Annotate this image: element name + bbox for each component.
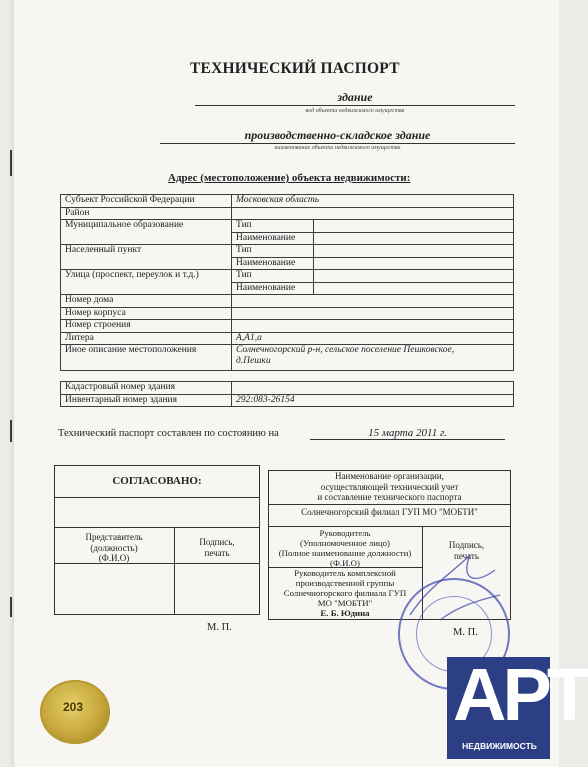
cadastral-value bbox=[232, 382, 514, 395]
litera-value: А,А1,а bbox=[232, 332, 514, 345]
binder-mark bbox=[10, 597, 12, 617]
divider bbox=[268, 526, 511, 527]
street-name-value bbox=[314, 282, 514, 295]
head-line: (Полное наименование должности) bbox=[278, 548, 412, 558]
organization-heading bbox=[270, 471, 509, 503]
divider bbox=[174, 527, 175, 615]
chief-line: Солнечногорского филиала ГУП bbox=[283, 588, 407, 598]
subject-label: Субъект Российской Федерации bbox=[61, 195, 232, 208]
municipal-label: Муниципальное образование bbox=[61, 220, 232, 245]
signature-line: Подпись, bbox=[199, 537, 235, 547]
name-label: Наименование bbox=[232, 232, 314, 245]
chief-name: Е. Б. Юдина bbox=[320, 608, 370, 618]
district-value bbox=[232, 207, 514, 220]
binder-mark bbox=[10, 150, 12, 176]
house-label: Номер дома bbox=[61, 295, 232, 308]
inventory-value: 292:083-26154 bbox=[232, 394, 514, 407]
address-heading: Адрес (местоположение) объекта недвижимости: bbox=[168, 172, 411, 184]
table-row bbox=[61, 394, 514, 407]
logo-letters: АРТ bbox=[453, 653, 588, 736]
representative-line: (Ф.И.О) bbox=[98, 553, 130, 563]
divider bbox=[54, 497, 260, 498]
building-value bbox=[232, 307, 514, 320]
head-line: (Уполномоченное лицо) bbox=[300, 538, 390, 548]
object-name-value: производственно-складское здание bbox=[160, 128, 515, 144]
object-type-value: здание bbox=[195, 90, 515, 106]
address-table bbox=[60, 194, 514, 371]
structure-label: Номер строения bbox=[61, 320, 232, 333]
chief-line: производственной группы bbox=[295, 578, 395, 588]
object-name-caption: наименование объекта недвижимого имущества bbox=[274, 145, 401, 151]
organization-mp: М. П. bbox=[453, 627, 478, 638]
divider bbox=[54, 527, 260, 528]
street-label: Улица (проспект, переулок и т.д.) bbox=[61, 270, 232, 295]
cadastral-label: Кадастровый номер здания bbox=[61, 382, 232, 395]
head-line: (Ф.И.О) bbox=[330, 558, 360, 568]
litera-label: Литера bbox=[61, 332, 232, 345]
other-location-line: Солнечногорский р-н, сельское поселение Пешковское, bbox=[236, 345, 455, 355]
organization-name: Солнечногорский филиал ГУП МО "МОБТИ" bbox=[301, 507, 478, 517]
other-location-line: д.Пешки bbox=[236, 356, 271, 366]
chief-line: Руководитель комплексной bbox=[294, 568, 396, 578]
table-row bbox=[61, 307, 514, 320]
signature-line: Подпись, bbox=[448, 540, 485, 550]
head-line: Руководитель bbox=[319, 528, 371, 538]
compiled-date: 15 марта 2011 г. bbox=[310, 427, 505, 440]
street-type-value bbox=[314, 270, 514, 283]
organization-heading-line: Наименование организации, bbox=[335, 471, 444, 481]
name-label: Наименование bbox=[232, 257, 314, 270]
other-location-label: Иное описание местоположения bbox=[61, 345, 232, 371]
head-label bbox=[270, 528, 420, 568]
table-row bbox=[61, 195, 514, 208]
type-label: Тип bbox=[232, 220, 314, 233]
inventory-label: Инвентарный номер здания bbox=[61, 394, 232, 407]
numbers-table bbox=[60, 381, 514, 407]
document-title: ТЕХНИЧЕСКИЙ ПАСПОРТ bbox=[190, 60, 400, 77]
table-row bbox=[61, 345, 514, 371]
approval-mp: М. П. bbox=[207, 622, 232, 633]
district-label: Район bbox=[61, 207, 232, 220]
table-row bbox=[61, 220, 514, 233]
municipal-type-value bbox=[314, 220, 514, 233]
table-row bbox=[61, 332, 514, 345]
approval-heading: СОГЛАСОВАНО: bbox=[112, 475, 202, 487]
object-type-caption: вид объекта недвижимого имущества bbox=[305, 108, 405, 114]
house-value bbox=[232, 295, 514, 308]
subject-value: Московская область bbox=[232, 195, 514, 208]
compiled-label: Технический паспорт составлен по состоянию на bbox=[58, 428, 279, 439]
settlement-type-value bbox=[314, 245, 514, 258]
organization-heading-line: и составление технического паспорта bbox=[317, 492, 462, 502]
signature-scribble bbox=[400, 545, 510, 635]
signature-line: печать bbox=[454, 550, 479, 561]
organization-heading-line: осуществляющей технический учет bbox=[320, 481, 459, 492]
representative-line: (должность) bbox=[90, 542, 138, 553]
settlement-label: Населенный пункт bbox=[61, 245, 232, 270]
municipal-name-value bbox=[314, 232, 514, 245]
name-label: Наименование bbox=[232, 282, 314, 295]
signature-line: печать bbox=[204, 547, 230, 558]
type-label: Тип bbox=[232, 245, 314, 258]
table-row bbox=[61, 270, 514, 283]
building-label: Номер корпуса bbox=[61, 307, 232, 320]
binder-mark bbox=[10, 420, 12, 442]
table-row bbox=[61, 207, 514, 220]
structure-value bbox=[232, 320, 514, 333]
table-row bbox=[61, 295, 514, 308]
seal-number: 203 bbox=[63, 700, 84, 714]
table-row bbox=[61, 382, 514, 395]
representative-line: Представитель bbox=[85, 532, 143, 542]
chief-block bbox=[270, 568, 420, 618]
type-label: Тип bbox=[232, 270, 314, 283]
settlement-name-value bbox=[314, 257, 514, 270]
logo-caption: НЕДВИЖИМОСТЬ bbox=[462, 741, 537, 751]
representative-label bbox=[56, 532, 172, 564]
other-location-value bbox=[232, 345, 514, 371]
chief-line: МО "МОБТИ" bbox=[317, 598, 373, 608]
table-row bbox=[61, 245, 514, 258]
approval-signature-label bbox=[176, 537, 258, 558]
divider bbox=[268, 504, 511, 505]
table-row bbox=[61, 320, 514, 333]
